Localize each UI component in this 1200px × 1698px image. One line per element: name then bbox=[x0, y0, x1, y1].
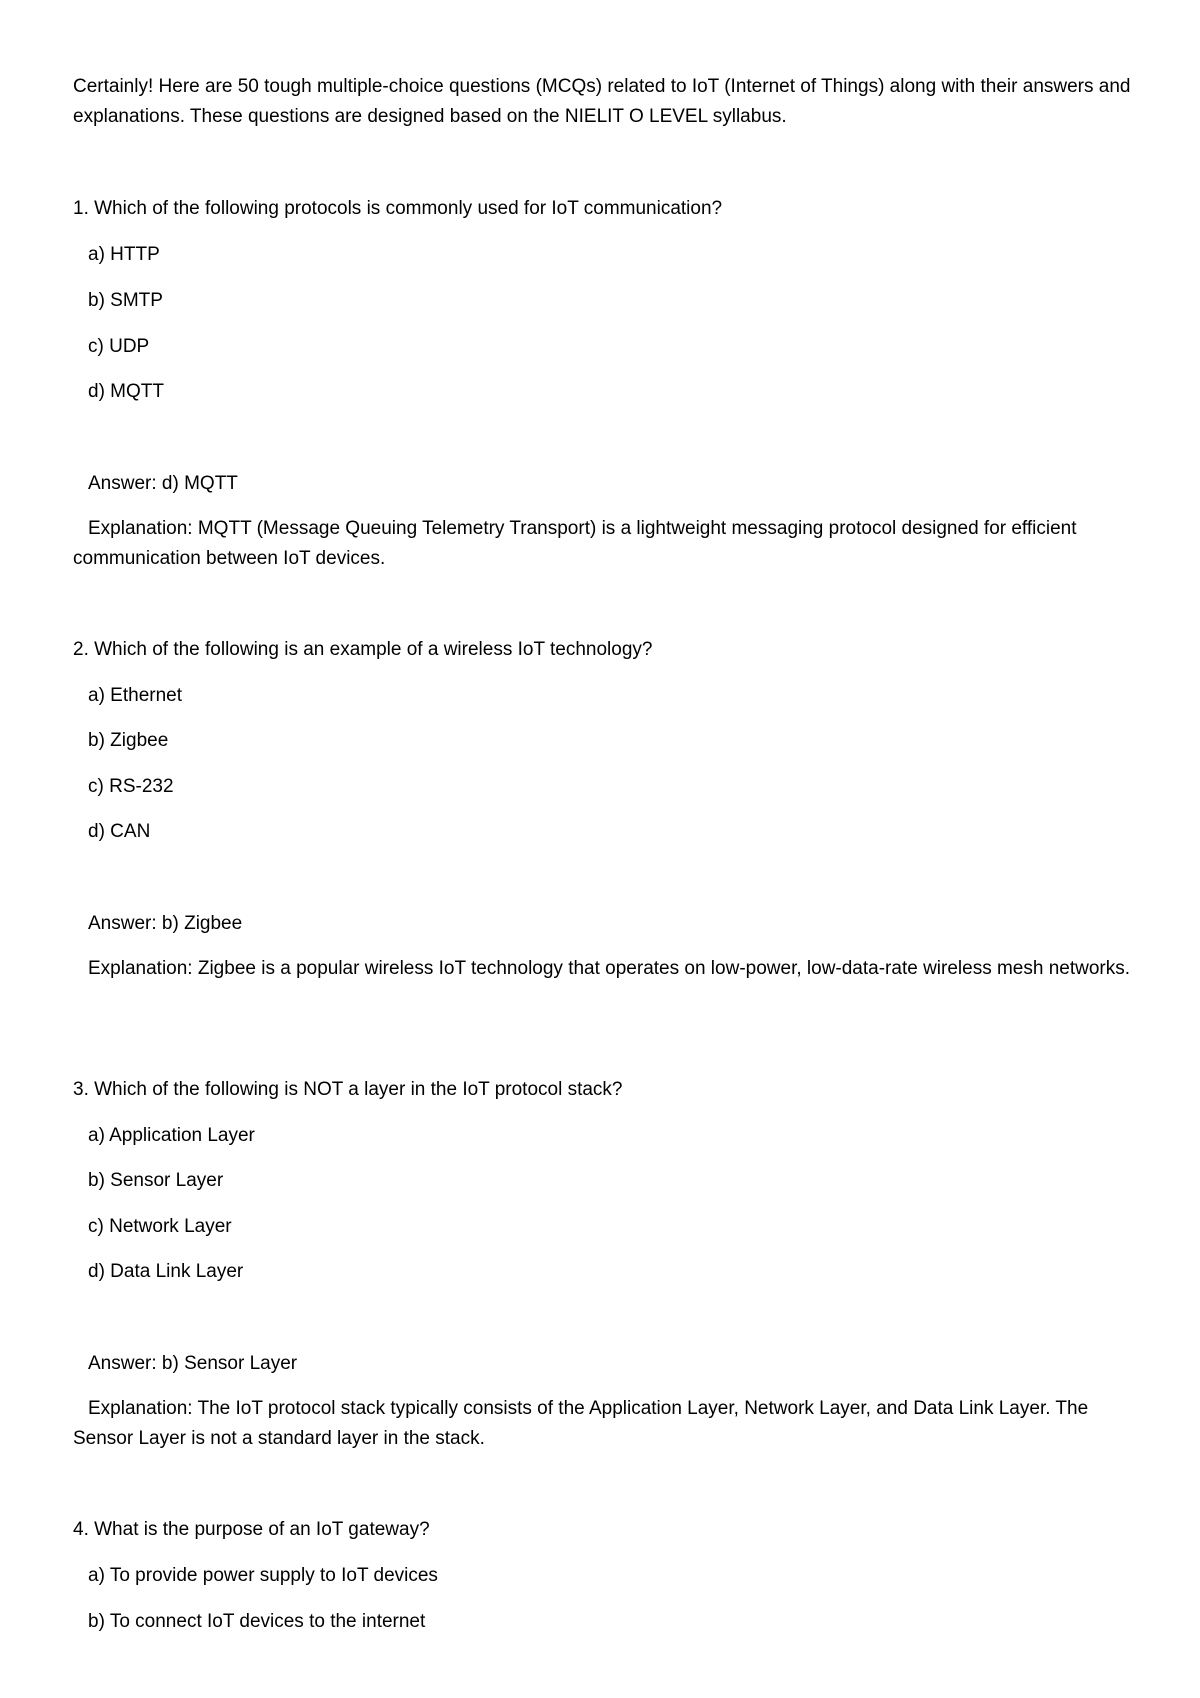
question-3-option-d: d) Data Link Layer bbox=[88, 1261, 244, 1282]
question-3-option-b: b) Sensor Layer bbox=[88, 1170, 224, 1191]
question-3-option-c: c) Network Layer bbox=[88, 1216, 232, 1237]
question-4-option-a: a) To provide power supply to IoT devices bbox=[88, 1565, 438, 1586]
question-3-answer: Answer: b) Sensor Layer bbox=[88, 1353, 298, 1374]
question-3-option-a: a) Application Layer bbox=[88, 1125, 255, 1146]
question-2-option-c: c) RS-232 bbox=[88, 776, 174, 797]
question-1-option-b: b) SMTP bbox=[88, 290, 163, 311]
question-2-explanation: Explanation: Zigbee is a popular wireless IoT technology that operates on low-power, low-data-rate wireless mesh networks. bbox=[88, 958, 1131, 979]
intro-paragraph: Certainly! Here are 50 tough multiple-choice questions (MCQs) related to IoT (Internet of Things) along with their answers and explanations. These questions are designed based on the NIELIT O LEVEL syllabus. bbox=[73, 76, 1131, 127]
question-1-explanation: Explanation: MQTT (Message Queuing Telemetry Transport) is a lightweight messaging protocol designed for efficient communication between IoT devices. bbox=[73, 518, 1077, 569]
question-1-option-a: a) HTTP bbox=[88, 244, 160, 265]
question-4-option-b: b) To connect IoT devices to the internet bbox=[88, 1611, 426, 1632]
question-2-answer: Answer: b) Zigbee bbox=[88, 913, 243, 934]
question-2-option-a: a) Ethernet bbox=[88, 685, 182, 706]
question-3: 3. Which of the following is NOT a layer in the IoT protocol stack? bbox=[73, 1079, 623, 1100]
question-1-option-d: d) MQTT bbox=[88, 381, 164, 402]
question-1: 1. Which of the following protocols is commonly used for IoT communication? bbox=[73, 198, 723, 219]
question-1-answer: Answer: d) MQTT bbox=[88, 473, 238, 494]
question-1-option-c: c) UDP bbox=[88, 336, 150, 357]
question-2-option-b: b) Zigbee bbox=[88, 730, 169, 751]
question-2: 2. Which of the following is an example of a wireless IoT technology? bbox=[73, 639, 653, 660]
question-3-explanation: Explanation: The IoT protocol stack typically consists of the Application Layer, Network Layer, and Data Link Layer. The Sensor Layer is not a standard layer in the stack. bbox=[73, 1398, 1089, 1449]
question-2-option-d: d) CAN bbox=[88, 821, 151, 842]
question-4: 4. What is the purpose of an IoT gateway? bbox=[73, 1519, 430, 1540]
